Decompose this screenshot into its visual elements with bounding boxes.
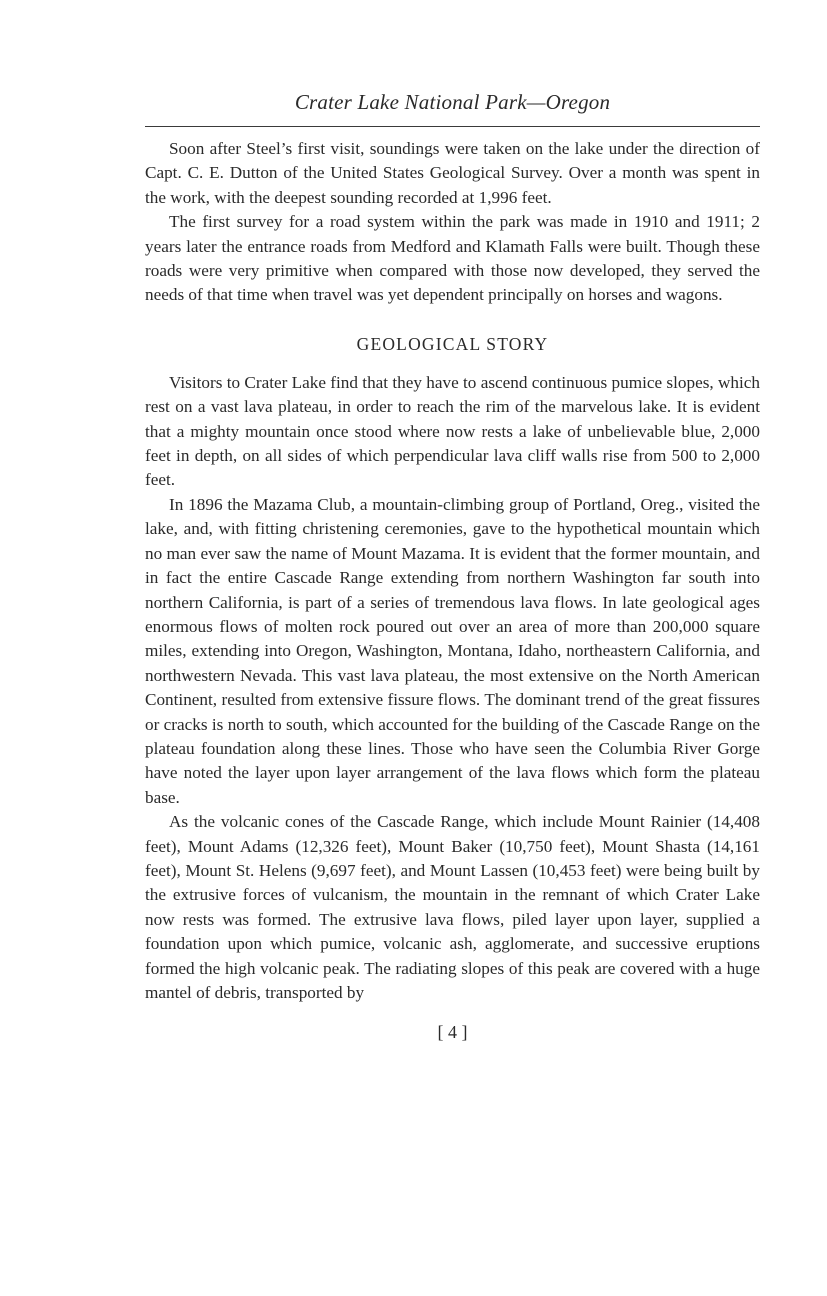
header-rule	[145, 126, 760, 127]
running-head: Crater Lake National Park—Oregon	[294, 90, 611, 114]
paragraph-visitors: Visitors to Crater Lake find that they have to ascend continuous pumice slopes, which rest on a vast lava plateau, in order to reach the rim of the marvelous lake. It is evident that a mighty mountain once stood where now rests a lake of unbelievable blue, 2,000 feet in depth, on all sides of which perpendicular lava cliff walls rise from 500 to 2,000 feet.	[145, 372, 760, 490]
page-number: [ 4 ]	[437, 1022, 468, 1042]
paragraph-mazama-club: In 1896 the Mazama Club, a mountain-climbing group of Portland, Oreg., visited the lake, and, with fitting christening ceremonies, gave to the hypothetical mountain which no man ever saw the name of Mount Mazama. It is evident that the former mountain, and in fact the entire Cascade Range extending from northern Washington far south into northern California, is part of a series of tremendous lava flows. In late geological ages enormous flows of molten rock poured out over an area of more than 200,000 square miles, extending into Oregon, Washington, Montana, Idaho, northeastern California, and northwestern Nevada. This vast lava plateau, the most extensive on the North American Continent, resulted from extensive fissure flows. The dominant trend of the great fissures or cracks is north to south, which accounted for the building of the Cascade Range on the plateau foundation along these lines. Those who have seen the Columbia River Gorge have noted the layer upon layer arrangement of the lava flows which form the plateau base.	[145, 494, 760, 807]
paragraph-road-survey: The first survey for a road system within the park was made in 1910 and 1911; 2 years later the entrance roads from Medford and Klamath Falls were built. Though these roads were very primitive when compared with those now developed, they served the needs of that time when travel was yet dependent principally on horses and wagons.	[145, 212, 760, 305]
paragraph-volcanic-cones: As the volcanic cones of the Cascade Range, which include Mount Rainier (14,408 feet), Mount Adams (12,326 feet), Mount Baker (10,750 feet), Mount Shasta (14,161 feet), Mount St. Helens (9,697 feet), and Mount Lassen (10,453 feet) were being built by the extrusive forces of vulcanism, the mountain in the remnant of which Crater Lake now rests was formed. The extrusive lava flows, piled layer upon layer, supplied a foundation upon which pumice, volcanic ash, agglomerate, and successive eruptions formed the high volcanic peak. The radiating slopes of this peak are covered with a huge mantel of debris, transported by	[145, 812, 760, 1002]
body-text	[145, 137, 760, 1005]
paragraph-soundings: Soon after Steel’s first visit, soundings were taken on the lake under the direction of Capt. C. E. Dutton of the United States Geological Survey. Over a month was spent in the work, with the deepest sounding recorded at 1,996 feet.	[145, 139, 760, 207]
section-heading: GEOLOGICAL STORY	[356, 333, 549, 354]
